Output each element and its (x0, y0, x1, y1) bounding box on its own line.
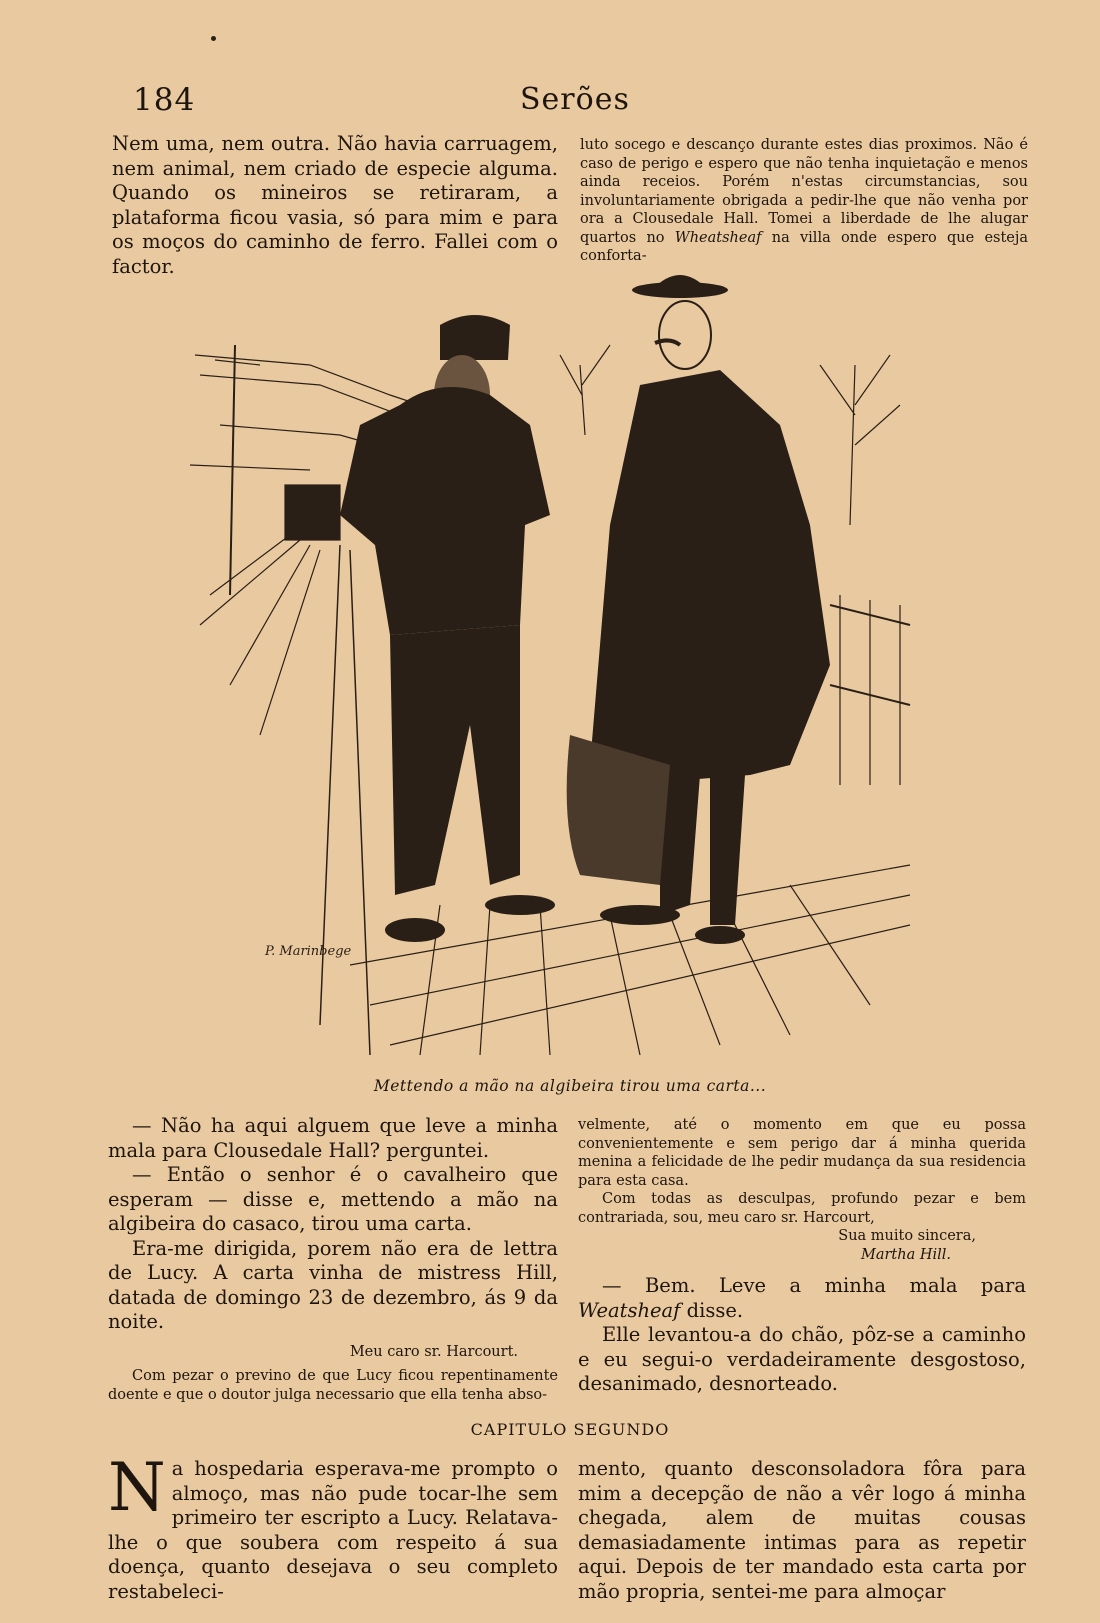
letter-body: velmente, até o momento em que eu possa convenientemente e sem perigo dar á minha querida menina a felicidade de lhe pedir mudança da sua residencia para esta casa. (578, 1117, 1026, 1189)
top-left-column (112, 132, 558, 279)
letter-salutation: Meu caro sr. Harcourt. (349, 1343, 518, 1360)
page-number: 184 (133, 82, 196, 118)
drop-cap: N (108, 1449, 166, 1526)
running-title: Serões (520, 82, 630, 117)
narrative-paragraph: Era-me dirigida, porem não era de lettra de Lucy. A carta vinha de mistress Hill, datada de domingo 23 de dezembro, ás 9 da noite. (108, 1236, 558, 1333)
dialogue-paragraph: — Então o senhor é o cavalheiro que esperam — disse e, mettendo a mão na algibeira do casaco, tirou uma carta. (108, 1163, 558, 1235)
ink-speck (211, 36, 216, 41)
middle-right-column (578, 1116, 1026, 1397)
bottom-left-column (108, 1449, 558, 1604)
artist-signature: P. Marinbege (265, 944, 352, 959)
top-right-column (580, 136, 1028, 266)
bottom-right-column (578, 1457, 1026, 1604)
italic-place-name: Wheatsheaf (674, 229, 762, 246)
engraving-illustration (190, 265, 940, 1065)
italic-place-name: Weatsheaf (578, 1298, 681, 1322)
dialogue-paragraph: — Não ha aqui alguem que leve a minha mala para Clousedale Hall? perguntei. (108, 1114, 558, 1162)
letter-signoff: Sua muito sincera, (838, 1228, 976, 1244)
letter-continuation: luto socego e descanço durante estes dias proximos. Não é caso de perigo e espero que não tenha inquietação e menos ainda receios. Porém n'estas circumstancias, sou involuntariamente obrigada a pedir-lhe que não venha por ora a Clousedale Hall. Tomei a liberdade de lhe alugar quartos no Wheatsheaf na villa onde espero que esteja conforta- (580, 137, 1029, 264)
narrative-paragraph: Elle levantou-a do chão, pôz-se a caminho e eu segui-o verdadeiramente desgostoso, desanimado, desnorteado. (578, 1323, 1026, 1395)
letter-body: Com pezar o previno de que Lucy ficou repentinamente doente e que o doutor julga necessario que ella tenha abso- (108, 1368, 558, 1403)
paragraph: Nem uma, nem outra. Não havia carruagem, nem animal, nem criado de especie alguma. Quando os mineiros se retiraram, a plataforma ficou vasia, só para mim e para os moços do caminho de ferro. Fallei com o factor. (112, 132, 558, 278)
letter-closing: Com todas as desculpas, profundo pezar e bem contrariada, sou, meu caro sr. Harcourt, (578, 1191, 1026, 1226)
chapter-paragraph: mento, quanto desconsoladora fôra para mim a decepção de não a vêr logo á minha chegada, alem de muitas cousas demasiadamente intimas para as repetir aqui. Depois de ter mandado esta carta por mão propria, sentei-me para almoçar (578, 1457, 1026, 1603)
middle-left-column (108, 1114, 558, 1404)
dialogue-paragraph: — Bem. Leve a minha mala para Weatsheaf disse. (578, 1274, 1026, 1322)
chapter-heading: CAPITULO SEGUNDO (470, 1420, 670, 1439)
chapter-opening-paragraph: a hospedaria esperava-me prompto o almoço, mas não pude tocar-lhe sem primeiro ter escripto a Lucy. Relatava-lhe o que soubera com respeito á sua doença, quanto desejava o seu completo restabeleci- (108, 1457, 558, 1603)
letter-signature: Martha Hill. (860, 1246, 951, 1263)
illustration-caption: Mettendo a mão na algibeira tirou uma carta... (373, 1077, 767, 1095)
